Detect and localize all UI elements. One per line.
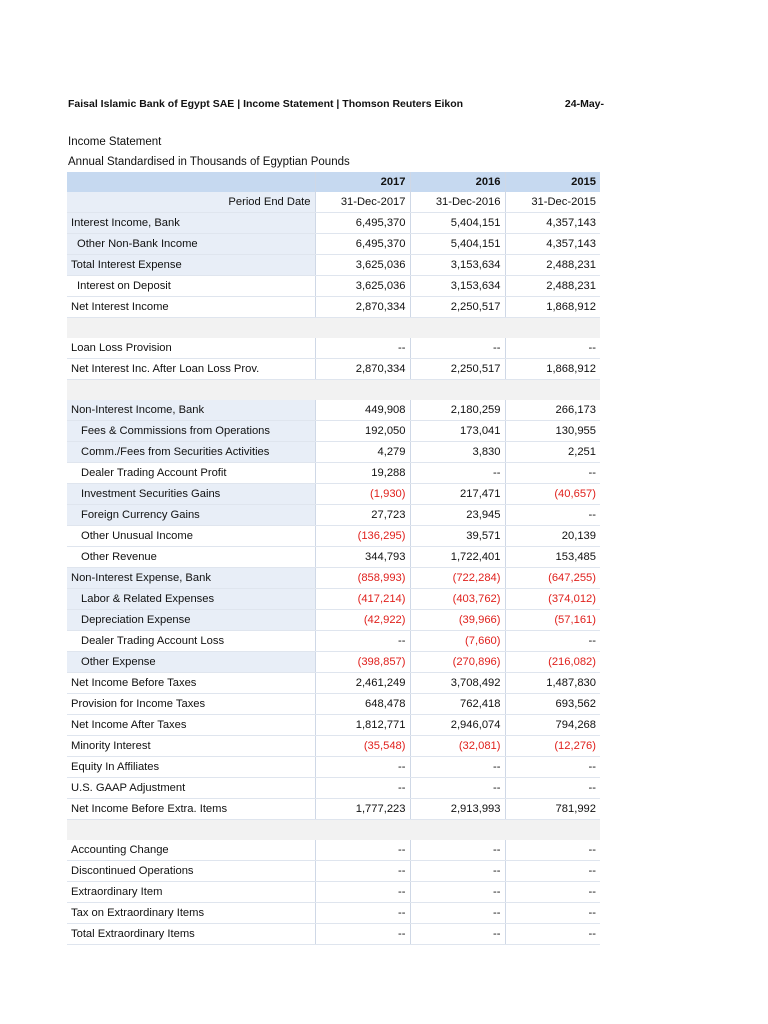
row-label: Foreign Currency Gains — [67, 504, 315, 525]
row-value: 1,722,401 — [410, 546, 505, 567]
row-value: 153,485 — [505, 546, 600, 567]
table-row — [67, 525, 600, 546]
row-value: (136,295) — [315, 525, 410, 546]
spacer-cell — [505, 380, 600, 400]
row-label: Net Income Before Extra. Items — [67, 798, 315, 819]
row-value: (7,660) — [410, 630, 505, 651]
row-value: 1,487,830 — [505, 672, 600, 693]
row-label: Other Revenue — [67, 546, 315, 567]
row-label: Accounting Change — [67, 840, 315, 861]
table-row — [67, 546, 600, 567]
row-value: 2,461,249 — [315, 672, 410, 693]
row-value: 6,495,370 — [315, 234, 410, 255]
row-value: (39,966) — [410, 609, 505, 630]
year-header-cell: 2015 — [505, 172, 600, 192]
spacer-cell — [67, 318, 315, 338]
row-value: 2,946,074 — [410, 714, 505, 735]
row-label: Non-Interest Income, Bank — [67, 400, 315, 421]
row-value: -- — [505, 923, 600, 944]
row-label: Net Income Before Taxes — [67, 672, 315, 693]
spacer-cell — [410, 380, 505, 400]
row-value: 173,041 — [410, 420, 505, 441]
table-row — [67, 756, 600, 777]
table-row — [67, 338, 600, 359]
table-row — [67, 693, 600, 714]
row-value: 217,471 — [410, 483, 505, 504]
row-value: 2,488,231 — [505, 255, 600, 276]
document-header — [68, 98, 604, 110]
row-value: 2,250,517 — [410, 359, 505, 380]
spacer-row — [67, 318, 600, 338]
row-value: (32,081) — [410, 735, 505, 756]
spacer-cell — [67, 380, 315, 400]
header-date: 24-May- — [564, 98, 604, 110]
row-value: 3,830 — [410, 441, 505, 462]
row-label: U.S. GAAP Adjustment — [67, 777, 315, 798]
row-value: 266,173 — [505, 400, 600, 421]
row-value: 23,945 — [410, 504, 505, 525]
row-value: -- — [410, 902, 505, 923]
row-value: 4,357,143 — [505, 213, 600, 234]
table-row — [67, 630, 600, 651]
row-label: Net Interest Income — [67, 297, 315, 318]
row-value: 2,488,231 — [505, 276, 600, 297]
row-value: 1,868,912 — [505, 297, 600, 318]
table-row — [67, 276, 600, 297]
row-value: 693,562 — [505, 693, 600, 714]
row-value: -- — [410, 462, 505, 483]
row-value: 6,495,370 — [315, 213, 410, 234]
row-value: 2,870,334 — [315, 359, 410, 380]
table-row — [67, 651, 600, 672]
report-titles — [68, 135, 350, 175]
row-value: (35,548) — [315, 735, 410, 756]
header-title: Faisal Islamic Bank of Egypt SAE | Income Statement | Thomson Reuters Eikon — [68, 98, 464, 110]
spacer-cell — [410, 318, 505, 338]
spacer-cell — [315, 819, 410, 839]
table-row — [67, 567, 600, 588]
row-value: 1,812,771 — [315, 714, 410, 735]
row-value: 2,250,517 — [410, 297, 505, 318]
row-value: 3,153,634 — [410, 276, 505, 297]
row-label: Depreciation Expense — [67, 609, 315, 630]
row-value: -- — [315, 860, 410, 881]
table-row — [67, 213, 600, 234]
row-value: -- — [315, 902, 410, 923]
table-row — [67, 860, 600, 881]
table-row — [67, 881, 600, 902]
row-value: 5,404,151 — [410, 213, 505, 234]
row-value: (417,214) — [315, 588, 410, 609]
row-label: Net Interest Inc. After Loan Loss Prov. — [67, 359, 315, 380]
row-label: Non-Interest Expense, Bank — [67, 567, 315, 588]
row-label: Discontinued Operations — [67, 860, 315, 881]
row-value: 3,708,492 — [410, 672, 505, 693]
row-value: 2,180,259 — [410, 400, 505, 421]
row-value: 19,288 — [315, 462, 410, 483]
table-row — [67, 441, 600, 462]
row-value: (398,857) — [315, 651, 410, 672]
row-label: Equity In Affiliates — [67, 756, 315, 777]
row-value: (57,161) — [505, 609, 600, 630]
row-label: Total Interest Expense — [67, 255, 315, 276]
period-end-label: Period End Date — [67, 192, 315, 213]
row-label: Labor & Related Expenses — [67, 588, 315, 609]
row-value: 2,913,993 — [410, 798, 505, 819]
year-header-row — [67, 172, 600, 192]
table-row — [67, 735, 600, 756]
row-label: Other Non-Bank Income — [67, 234, 315, 255]
row-value: 449,908 — [315, 400, 410, 421]
row-value: -- — [410, 923, 505, 944]
row-value: -- — [505, 860, 600, 881]
row-value: (1,930) — [315, 483, 410, 504]
year-header-cell: 2016 — [410, 172, 505, 192]
spacer-row — [67, 819, 600, 839]
table-row — [67, 840, 600, 861]
row-label: Total Extraordinary Items — [67, 923, 315, 944]
row-value: (374,012) — [505, 588, 600, 609]
row-label: Loan Loss Provision — [67, 338, 315, 359]
table-row — [67, 672, 600, 693]
row-value: 1,868,912 — [505, 359, 600, 380]
row-label: Dealer Trading Account Loss — [67, 630, 315, 651]
row-value: (722,284) — [410, 567, 505, 588]
spacer-cell — [315, 380, 410, 400]
table-row — [67, 483, 600, 504]
row-value: -- — [410, 860, 505, 881]
row-value: -- — [315, 777, 410, 798]
row-value: -- — [505, 902, 600, 923]
row-label: Investment Securities Gains — [67, 483, 315, 504]
row-value: 130,955 — [505, 420, 600, 441]
spacer-cell — [505, 819, 600, 839]
year-header-blank — [67, 172, 315, 192]
spacer-cell — [67, 819, 315, 839]
row-value: 5,404,151 — [410, 234, 505, 255]
row-label: Tax on Extraordinary Items — [67, 902, 315, 923]
row-value: 192,050 — [315, 420, 410, 441]
row-value: 344,793 — [315, 546, 410, 567]
row-value: (858,993) — [315, 567, 410, 588]
row-value: 2,251 — [505, 441, 600, 462]
row-label: Comm./Fees from Securities Activities — [67, 441, 315, 462]
row-value: 4,279 — [315, 441, 410, 462]
row-value: 20,139 — [505, 525, 600, 546]
row-label: Interest on Deposit — [67, 276, 315, 297]
row-label: Interest Income, Bank — [67, 213, 315, 234]
row-value: -- — [315, 840, 410, 861]
row-value: -- — [315, 338, 410, 359]
row-value: 39,571 — [410, 525, 505, 546]
period-end-date: 31-Dec-2016 — [410, 192, 505, 213]
table-row — [67, 798, 600, 819]
table-row — [67, 504, 600, 525]
table-row — [67, 234, 600, 255]
row-value: 3,625,036 — [315, 276, 410, 297]
spacer-cell — [505, 318, 600, 338]
row-value: (216,082) — [505, 651, 600, 672]
row-value: 2,870,334 — [315, 297, 410, 318]
row-value: -- — [410, 840, 505, 861]
row-label: Dealer Trading Account Profit — [67, 462, 315, 483]
row-value: -- — [315, 756, 410, 777]
row-value: -- — [505, 338, 600, 359]
period-end-date: 31-Dec-2017 — [315, 192, 410, 213]
table-row — [67, 359, 600, 380]
table-row — [67, 297, 600, 318]
row-label: Other Expense — [67, 651, 315, 672]
spacer-row — [67, 380, 600, 400]
row-label: Extraordinary Item — [67, 881, 315, 902]
row-value: (42,922) — [315, 609, 410, 630]
row-value: -- — [410, 881, 505, 902]
row-value: 794,268 — [505, 714, 600, 735]
row-value: -- — [315, 630, 410, 651]
period-end-date: 31-Dec-2015 — [505, 192, 600, 213]
row-value: (403,762) — [410, 588, 505, 609]
row-value: -- — [505, 756, 600, 777]
row-value: -- — [505, 881, 600, 902]
report-subtitle: Annual Standardised in Thousands of Egyptian Pounds — [68, 156, 350, 168]
row-value: 1,777,223 — [315, 798, 410, 819]
year-header-cell: 2017 — [315, 172, 410, 192]
row-label: Provision for Income Taxes — [67, 693, 315, 714]
row-value: 3,625,036 — [315, 255, 410, 276]
row-value: -- — [410, 777, 505, 798]
row-value: -- — [410, 756, 505, 777]
row-value: (270,896) — [410, 651, 505, 672]
row-value: -- — [315, 881, 410, 902]
row-value: 762,418 — [410, 693, 505, 714]
row-value: -- — [505, 630, 600, 651]
table-row — [67, 255, 600, 276]
row-value: 3,153,634 — [410, 255, 505, 276]
row-value: 4,357,143 — [505, 234, 600, 255]
row-value: (647,255) — [505, 567, 600, 588]
report-name: Income Statement — [68, 136, 162, 148]
row-value: -- — [505, 462, 600, 483]
row-label: Net Income After Taxes — [67, 714, 315, 735]
table-row — [67, 609, 600, 630]
table-row — [67, 588, 600, 609]
row-value: -- — [505, 777, 600, 798]
row-label: Fees & Commissions from Operations — [67, 420, 315, 441]
period-end-row — [67, 192, 600, 213]
table-row — [67, 420, 600, 441]
row-value: -- — [315, 923, 410, 944]
table-row — [67, 462, 600, 483]
table-row — [67, 714, 600, 735]
row-value: 27,723 — [315, 504, 410, 525]
table-row — [67, 777, 600, 798]
row-value: (40,657) — [505, 483, 600, 504]
table-row — [67, 902, 600, 923]
row-value: 781,992 — [505, 798, 600, 819]
table-row — [67, 923, 600, 944]
row-value: -- — [505, 504, 600, 525]
spacer-cell — [315, 318, 410, 338]
row-label: Minority Interest — [67, 735, 315, 756]
row-value: (12,276) — [505, 735, 600, 756]
income-statement-table — [67, 172, 600, 945]
table-row — [67, 400, 600, 421]
row-value: -- — [505, 840, 600, 861]
row-value: -- — [410, 338, 505, 359]
row-value: 648,478 — [315, 693, 410, 714]
spacer-cell — [410, 819, 505, 839]
row-label: Other Unusual Income — [67, 525, 315, 546]
